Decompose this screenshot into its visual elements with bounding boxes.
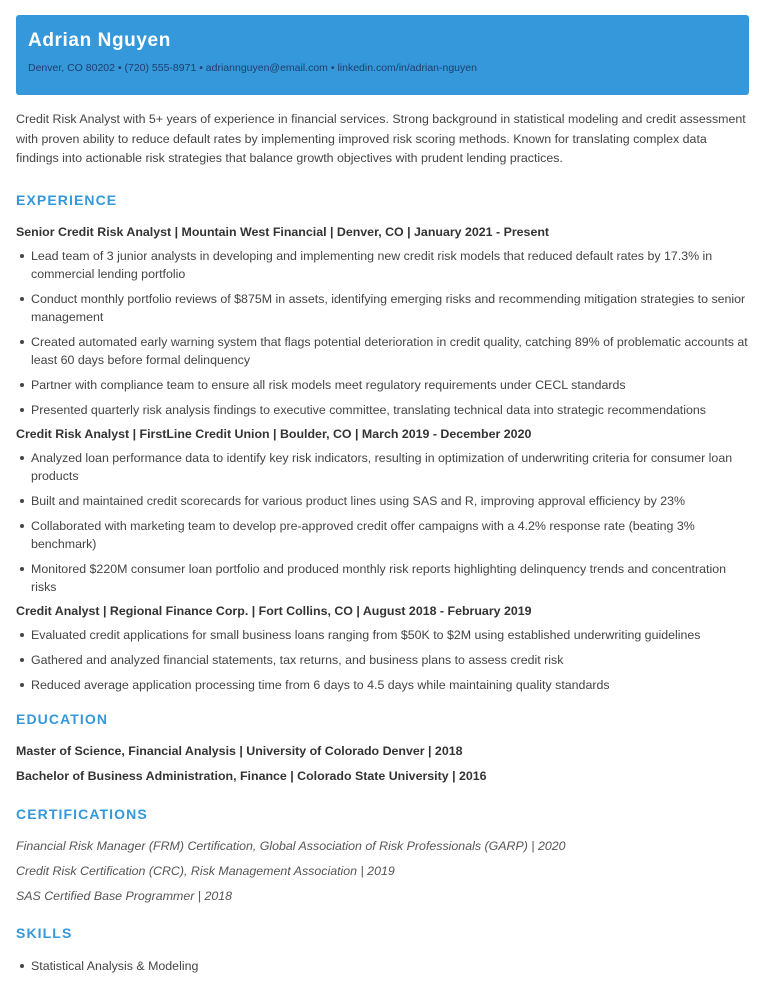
education-heading: EDUCATION — [16, 710, 109, 727]
contact-line: Denver, CO 80202 • (720) 555-8971 • adriannguyen@email.com • linkedin.com/in/adrian-nguyen — [28, 62, 477, 74]
list-item: Analyzed loan performance data to identify key risk indicators, resulting in optimization of underwriting criteria for consumer loan products — [16, 449, 752, 485]
job-bullets — [16, 247, 752, 419]
resume-body — [16, 110, 752, 982]
certification-entry: Financial Risk Manager (FRM) Certification, Global Association of Risk Professionals (GARP) | 2020 — [16, 838, 566, 853]
education-list — [16, 743, 752, 784]
experience-section — [16, 192, 752, 694]
list-item: Statistical Analysis & Modeling — [16, 957, 752, 975]
list-item: Gathered and analyzed financial statements, tax returns, and business plans to assess credit risk — [16, 651, 752, 669]
experience-heading: EXPERIENCE — [16, 191, 118, 208]
list-item: Conduct monthly portfolio reviews of $875M in assets, identifying emerging risks and recommending mitigation strategies to senior management — [16, 290, 752, 326]
job-entry — [16, 426, 752, 596]
education-entry: Master of Science, Financial Analysis | University of Colorado Denver | 2018 — [16, 743, 463, 758]
job-bullets — [16, 449, 752, 596]
job-title: Credit Risk Analyst | FirstLine Credit Union | Boulder, CO | March 2019 - December 2020 — [16, 426, 532, 441]
candidate-name: Adrian Nguyen — [28, 30, 171, 51]
skills-heading: SKILLS — [16, 924, 73, 941]
list-item: Reduced average application processing time from 6 days to 4.5 days while maintaining quality standards — [16, 676, 752, 694]
skills-list — [16, 957, 752, 975]
list-item: Built and maintained credit scorecards for various product lines using SAS and R, improving approval efficiency by 23% — [16, 492, 752, 510]
list-item: Presented quarterly risk analysis findings to executive committee, translating technical data into strategic recommendations — [16, 401, 752, 419]
job-bullets — [16, 626, 752, 694]
list-item: Partner with compliance team to ensure all risk models meet regulatory requirements under CECL standards — [16, 376, 752, 394]
education-section — [16, 711, 752, 784]
list-item: Lead team of 3 junior analysts in developing and implementing new credit risk models that reduced default rates by 17.3% in commercial lending portfolio — [16, 247, 752, 283]
list-item: Monitored $220M consumer loan portfolio and produced monthly risk reports highlighting delinquency trends and concentration risks — [16, 560, 752, 596]
professional-summary: Credit Risk Analyst with 5+ years of experience in financial services. Strong background in statistical modeling and credit assessment with proven ability to reduce default rates by implementing improved risk scoring methods. Known for translating complex data findings into actionable risk strategies that balance growth objectives with prudent lending practices. — [16, 112, 746, 165]
education-entry: Bachelor of Business Administration, Finance | Colorado State University | 2016 — [16, 768, 487, 783]
job-entry — [16, 603, 752, 694]
job-title: Senior Credit Risk Analyst | Mountain West Financial | Denver, CO | January 2021 - Present — [16, 224, 550, 239]
list-item: Evaluated credit applications for small business loans ranging from $50K to $2M using established underwriting guidelines — [16, 626, 752, 644]
skills-section — [16, 925, 752, 975]
job-entry — [16, 224, 752, 419]
certifications-list — [16, 838, 752, 904]
list-item: Collaborated with marketing team to develop pre-approved credit offer campaigns with a 4.2% response rate (beating 3% benchmark) — [16, 517, 752, 553]
list-item: Created automated early warning system that flags potential deterioration in credit quality, catching 89% of problematic accounts at least 60 days before formal delinquency — [16, 333, 752, 369]
resume-header — [16, 15, 749, 95]
job-title: Credit Analyst | Regional Finance Corp. | Fort Collins, CO | August 2018 - February 2019 — [16, 603, 532, 618]
certifications-section — [16, 806, 752, 904]
certifications-heading: CERTIFICATIONS — [16, 805, 148, 822]
certification-entry: SAS Certified Base Programmer | 2018 — [16, 888, 233, 903]
certification-entry: Credit Risk Certification (CRC), Risk Management Association | 2019 — [16, 863, 395, 878]
